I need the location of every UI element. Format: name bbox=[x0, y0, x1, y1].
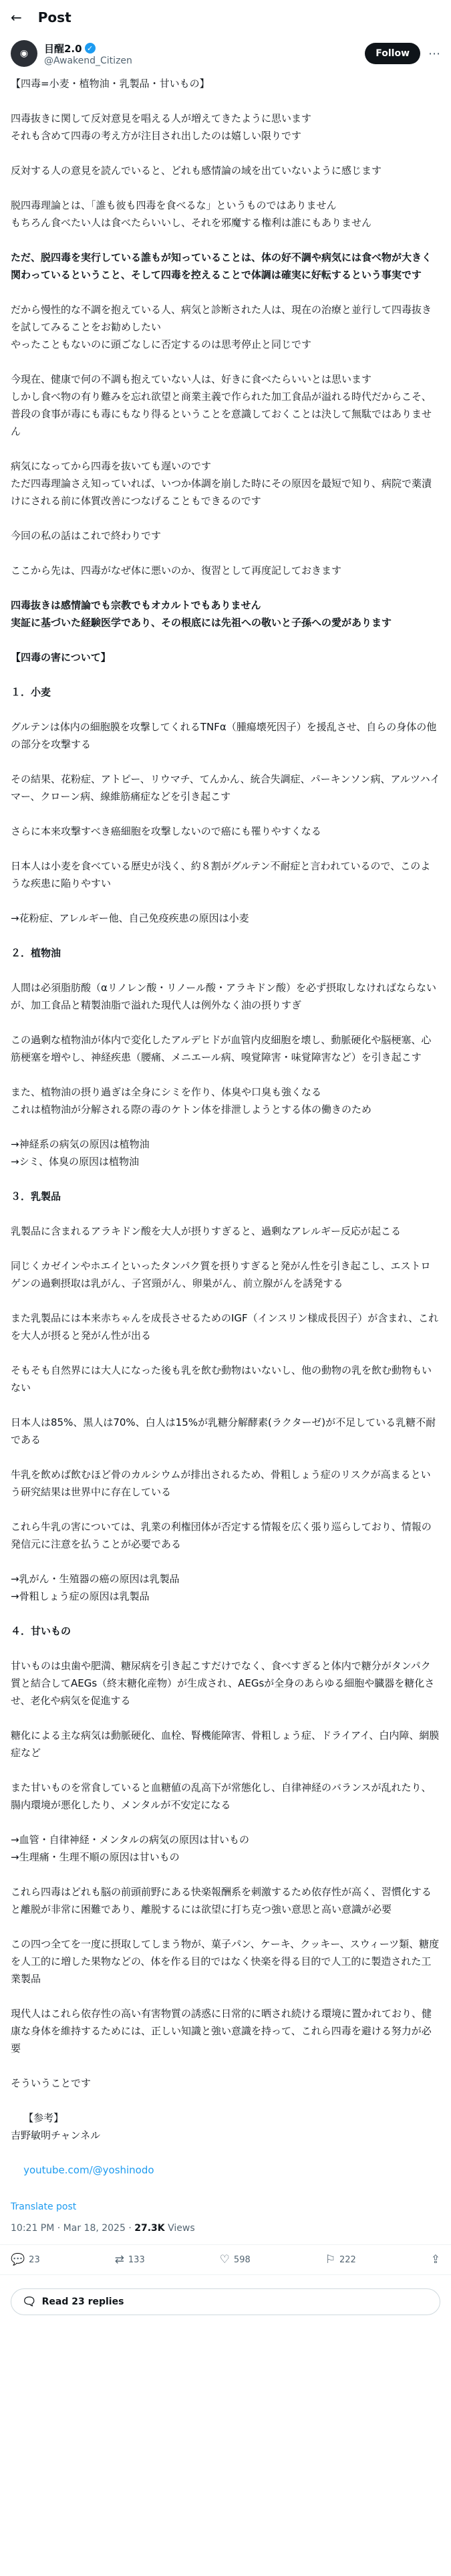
post-paragraph: この四つ全てを一度に摂取してしまう物が、菓子パン、ケーキ、クッキー、スウィーツ類、糖度を人工的に増した果物などの、体を作る目的ではなく快楽を得る目的で人工的に製造された工業製品 bbox=[11, 1938, 440, 1985]
repost-button[interactable] bbox=[115, 2253, 145, 2266]
like-count: 598 bbox=[233, 2254, 251, 2265]
post-paragraph-bold: ただ、脱四毒を実行している誰もが知っていることは、体の好不調や病気には食べ物が大きく関わっているということ、そして四毒を控えることで体調は確実に好転するという事実です bbox=[11, 251, 432, 281]
post-paragraph: 【四毒=小麦・植物油・乳製品・甘いもの】 bbox=[11, 78, 210, 90]
post-paragraph: その結果、花粉症、アトピー、リウマチ、てんかん、統合失調症、パーキンソン病、アルツハイマー、クローン病、線維筋痛症などを引き起こす bbox=[11, 773, 440, 802]
post-paragraph: これら四毒はどれも脳の前頭前野にある快楽報酬系を刺激するため依存性が高く、習慣化すると離脱が非常に困難であり、離脱するには欲望に打ち克つ強い意思と高い意識が必要 bbox=[11, 1886, 432, 1915]
post-timestamp[interactable]: 10:21 PM · Mar 18, 2025 bbox=[11, 2223, 126, 2234]
author-row bbox=[0, 35, 451, 75]
post-paragraph: 反対する人の意見を読んでいると、どれも感情論の域を出ていないように感じます bbox=[11, 165, 382, 177]
meta-separator: · bbox=[125, 2223, 135, 2234]
share-icon: ⇪ bbox=[430, 2253, 440, 2266]
post-paragraph: →花粉症、アレルギー他、自己免疫疾患の原因は小麦 bbox=[11, 912, 249, 924]
post-paragraph: 現代人はこれら依存性の高い有害物質の誘惑に日常的に晒され続ける環境に置かれており、健康な身体を維持するためには、正しい知識と強い意識を持って、これら四毒を避ける努力が必要 bbox=[11, 2008, 432, 2054]
verified-badge-icon: ✓ bbox=[85, 43, 96, 53]
post-paragraph: →血管・自律神経・メンタルの病気の原因は甘いもの →生理痛・生理不順の原因は甘いもの bbox=[11, 1834, 249, 1863]
post-paragraph: 四毒抜きに関して反対意見を唱える人が増えてきたように思います それも含めて四毒の考え方が注目され出したのは嬉しい限りです bbox=[11, 112, 312, 142]
post-paragraph: また乳製品には本来赤ちゃんを成長させるためのIGF（インスリン様成長因子）が含まれ、これを大人が摂ると発がん性が出る bbox=[11, 1312, 439, 1341]
reply-button[interactable] bbox=[11, 2253, 40, 2266]
section-heading: ４．甘いもの bbox=[11, 1625, 71, 1637]
post-paragraph: グルテンは体内の細胞膜を攻撃してくれるTNFα（腫瘍壊死因子）を援乱させ、自らの身体の他の部分を攻撃する bbox=[11, 721, 437, 750]
top-bar bbox=[0, 0, 451, 35]
post-paragraph: 甘いものは虫歯や肥満、糖尿病を引き起こすだけでなく、食べすぎると体内で糖分がタンパク質と結合してAEGs（終末糖化産物）が生成され、AEGsが全身のあらゆる細胞や臓器を糖化させ、老化や病気を促進する bbox=[11, 1660, 435, 1707]
post-body bbox=[0, 75, 451, 2196]
translate-post-link[interactable]: Translate post bbox=[11, 2202, 77, 2212]
post-paragraph: 人間は必須脂肪酸（αリノレン酸・リノール酸・アラキドン酸）を必ず摂取しなければならないが、加工食品と精製油脂で溢れた現代人は例外なく油の摂りすぎ bbox=[11, 982, 436, 1011]
post-paragraph: 日本人は85%、黒人は70%、白人は15%が乳糖分解酵素(ラクターゼ)が不足している乳糖不耐である bbox=[11, 1416, 436, 1446]
section-heading: 【四毒の害について】 bbox=[11, 651, 111, 663]
post-paragraph: 今現在、健康で何の不調も抱えていない人は、好きに食べたらいいとは思います しかし食べ物の有り難みを忘れ欲望と商業主義で作られた加工食品が溢れる時代だからこそ、普段の食事が毒にも毒にもなり得るということを意識しておくことは決して無駄ではありません bbox=[11, 373, 432, 437]
post-paragraph: →神経系の病気の原因は植物油 →シミ、体臭の原因は植物油 bbox=[11, 1138, 150, 1168]
more-options-icon[interactable]: ⋯ bbox=[428, 46, 440, 61]
post-paragraph: 今回の私の話はこれで終わりです bbox=[11, 530, 162, 542]
post-paragraph: これら牛乳の害については、乳業の利権団体が否定する情報を広く張り巡らしており、情報の発信元に注意を払うことが必要である bbox=[11, 1521, 432, 1550]
post-paragraph: また、植物油の摂り過ぎは全身にシミを作り、体臭や口臭も強くなる これは植物油が分解される際の毒のケトン体を排泄しようとする体の働きのため bbox=[11, 1086, 372, 1115]
post-paragraph: だから慢性的な不調を抱えている人、病気と診断された人は、現在の治療と並行して四毒抜きを試してみることをお勧めしたい やったこともないのに頭ごなしに否定するのは思考停止と同じです bbox=[11, 304, 432, 350]
post-paragraph: さらに本来攻撃すべき癌細胞を攻撃しないので癌にも罹りやすくなる bbox=[11, 825, 321, 837]
post-paragraph: 病気になってから四毒を抜いても遅いのです ただ四毒理論さえ知っていれば、いつか体調を崩した時にその原因を最短で知り、病院で薬漬けにされる前に体質改善につなげることもできるのです bbox=[11, 460, 432, 507]
section-heading: ２．植物油 bbox=[11, 947, 61, 959]
post-paragraph: 牛乳を飲めば飲むほど骨のカルシウムが排出されるため、骨粗しょう症のリスクが高まるという研究結果は世界中に存在している bbox=[11, 1469, 431, 1498]
post-meta bbox=[0, 2212, 451, 2245]
post-paragraph: また甘いものを常食していると血糖値の乱高下が常態化し、自律神経のバランスが乱れたり、腸内環境が悪化したり、メンタルが不安定になる bbox=[11, 1782, 432, 1811]
author-display-name-row bbox=[44, 41, 365, 56]
share-button[interactable] bbox=[431, 2253, 440, 2266]
bookmark-count: 222 bbox=[339, 2254, 356, 2265]
like-button[interactable] bbox=[220, 2253, 251, 2266]
bookmark-icon: ⚐ bbox=[325, 2253, 335, 2266]
post-paragraph: そういうことです bbox=[11, 2077, 92, 2089]
post-paragraph: 脱四毒理論とは、「誰も彼も四毒を食べるな」というものではありません もちろん食べたい人は食べたらいいし、それを邪魔する権利は誰にもありません bbox=[11, 199, 372, 229]
repost-icon: ⇄ bbox=[114, 2253, 124, 2266]
post-paragraph: →乳がん・生殖器の癌の原因は乳製品 →骨粗しょう症の原因は乳製品 bbox=[11, 1573, 180, 1602]
action-bar bbox=[0, 2245, 451, 2275]
reply-count: 23 bbox=[29, 2254, 40, 2265]
repost-count: 133 bbox=[128, 2254, 145, 2265]
post-paragraph: 【参考】 吉野敏明チャンネル bbox=[11, 2112, 101, 2141]
read-replies-label: Read 23 replies bbox=[41, 2296, 124, 2307]
avatar[interactable]: ◉ bbox=[11, 40, 37, 67]
reply-icon: 💬 bbox=[11, 2253, 25, 2266]
post-paragraph: 糖化による主な病気は動脈硬化、血栓、腎機能障害、骨粗しょう症、ドライアイ、白内障、網膜症など bbox=[11, 1729, 440, 1759]
views-count: 27.3K bbox=[134, 2223, 165, 2234]
follow-button[interactable]: Follow bbox=[365, 43, 420, 64]
reference-block bbox=[11, 2092, 440, 2196]
author-display-name[interactable]: 目醒2.0 bbox=[44, 42, 82, 55]
post-paragraph-bold: 四毒抜きは感情論でも宗教でもオカルトでもありません 実証に基づいた経験医学であり、その根底には先祖への敬いと子孫への愛があります bbox=[11, 599, 392, 629]
back-arrow-icon[interactable]: ← bbox=[11, 9, 22, 25]
views-label: Views bbox=[168, 2223, 195, 2234]
speech-bubble-icon: 🗨 bbox=[22, 2295, 37, 2309]
author-names bbox=[44, 41, 365, 66]
post-paragraph: ここから先は、四毒がなぜ体に悪いのか、復習として再度記しておきます bbox=[11, 564, 342, 576]
post-paragraph: 日本人は小麦を食べている歴史が浅く、約８割がグルテン不耐症と言われているので、このような疾患に陥りやすい bbox=[11, 860, 431, 889]
post-paragraph: 乳製品に含まれるアラキドン酸を大人が摂りすぎると、過剰なアレルギー反応が起こる bbox=[11, 1225, 402, 1237]
heart-icon: ♡ bbox=[219, 2253, 230, 2266]
post-paragraph: そもそも自然界には大人になった後も乳を飲む動物はいないし、他の動物の乳を飲む動物もいない bbox=[11, 1364, 432, 1394]
page-title: Post bbox=[37, 9, 71, 25]
section-heading: １．小麦 bbox=[11, 686, 51, 698]
reference-link[interactable]: youtube.com/@yoshinodo bbox=[23, 2164, 154, 2176]
post-paragraph: 同じくカゼインやホエイといったタンパク質を摂りすぎると発がん性を引き起こし、エストロゲンの過剰摂取は乳がん、子宮頸がん、卵巣がん、前立腺がんを誘発する bbox=[11, 1260, 431, 1289]
bookmark-button[interactable] bbox=[325, 2253, 356, 2266]
author-handle[interactable]: @Awakend_Citizen bbox=[44, 55, 132, 66]
read-replies-button[interactable] bbox=[11, 2288, 440, 2315]
post-paragraph: この過剰な植物油が体内で変化したアルデヒドが血管内皮細胞を壊し、動脈硬化や脳梗塞、心筋梗塞を増やし、神経疾患（腰痛、メニエール病、嗅覚障害・味覚障害など）を引き起こす bbox=[11, 1034, 432, 1063]
section-heading: ３．乳製品 bbox=[11, 1190, 61, 1202]
